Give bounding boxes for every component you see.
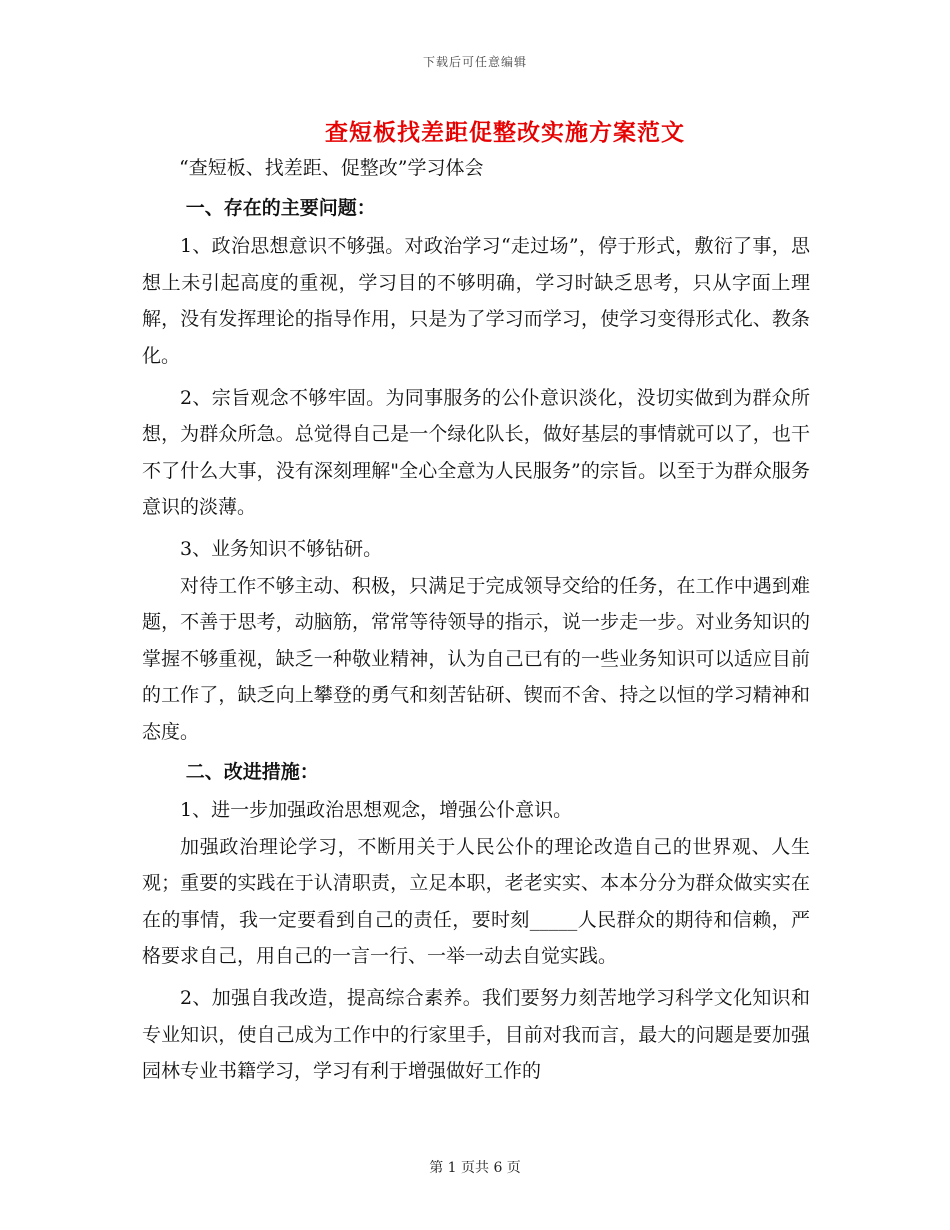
- paragraph-theory-study: 加强政治理论学习，不断用关于人民公仆的理论改造自己的世界观、人生观；重要的实践在于认清职责，立足本职，老老实实、本本分分为群众做实实在在的事情，我一定要看到自己的责任，要时刻_____人民群众的期待和信赖，严格要求自己，用自己的一言一行、一举一动去自觉实践。: [142, 835, 810, 968]
- paragraph-measure-one: 1、进一步加强政治思想观念，增强公仆意识。: [180, 799, 573, 822]
- document-subtitle: “查短板、找差距、促整改”学习体会: [179, 157, 484, 179]
- paragraph-work-attitude: 对待工作不够主动、积极，只满足于完成领导交给的任务，在工作中遇到难题，不善于思考，动脑筋，常常等待领导的指示，说一步走一步。对业务知识的掌握不够重视，缺乏一种敬业精神，认为自己已有的一些业务知识可以适应目前的工作了，缺乏向上攀登的勇气和刻苦钻研、锲而不舍、持之以恒的学习精神和态度。: [142, 574, 810, 743]
- paragraph-business-knowledge: 3、业务知识不够钻研。: [180, 537, 383, 560]
- section-heading-measures: 二、改进措施：: [185, 760, 319, 783]
- header-note: 下载后可任意编辑: [422, 55, 527, 69]
- document-body: [142, 150, 810, 1090]
- paragraph-service-purpose: 2、宗旨观念不够牢固。为同事服务的公仆意识淡化，没切实做到为群众所想，为群众所急。总觉得自己是一个绿化队长，做好基层的事情就可以了，也干不了什么大事，没有深刻理解"全心全意为人民服务”的宗旨。以至于为群众服务意识的淡薄。: [142, 386, 810, 519]
- section-heading-problems: 一、存在的主要问题：: [185, 196, 376, 219]
- page-indicator: 第 1 页共 6 页: [429, 1160, 521, 1176]
- paragraph-self-improvement: 2、加强自我改造，提高综合素养。我们要努力刻苦地学习科学文化知识和专业知识，使自己成为工作中的行家里手，目前对我而言，最大的问题是要加强园林专业书籍学习，学习有利于增强做好工作的: [142, 987, 810, 1083]
- document-title: 查短板找差距促整改实施方案范文: [325, 119, 685, 146]
- paragraph-political-awareness: 1、政治思想意识不够强。对政治学习“走过场”，停于形式，敷衍了事，思想上未引起高度的重视，学习目的不够明确，学习时缺乏思考，只从字面上理解，没有发挥理论的指导作用，只是为了学习而学习，使学习变得形式化、教条化。: [142, 235, 810, 367]
